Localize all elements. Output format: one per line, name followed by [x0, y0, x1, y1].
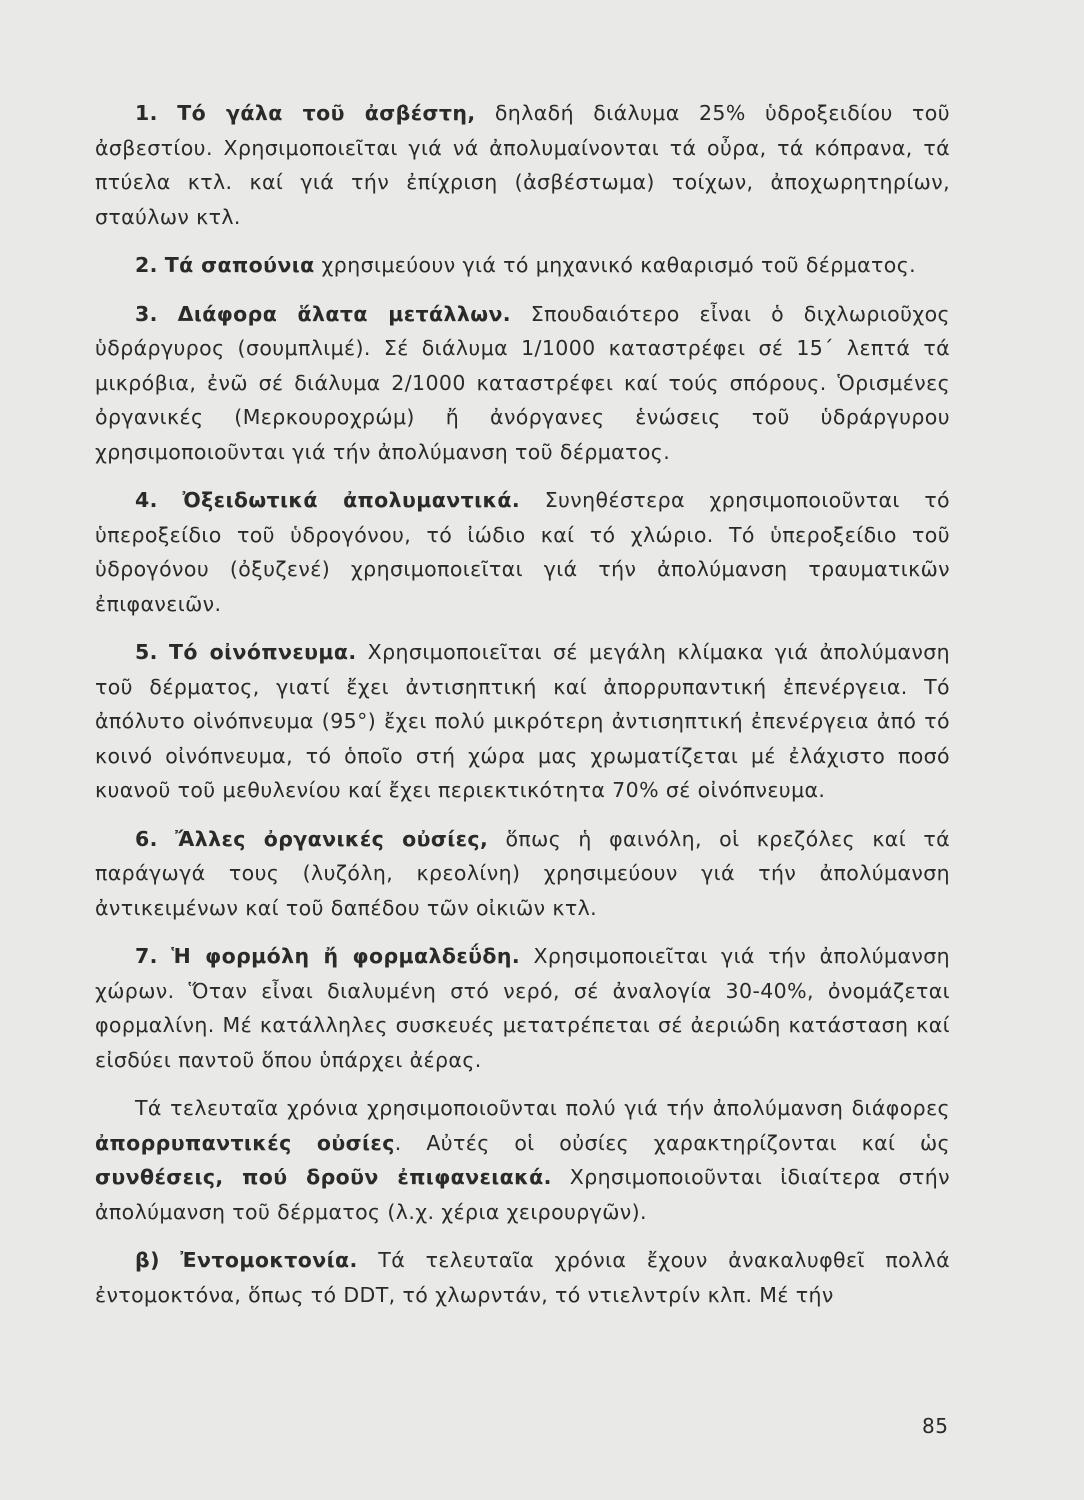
detergents-bold-1: ἀπορρυπαντικές οὐσίες [95, 1130, 395, 1155]
paragraph-1-body: δηλαδή διάλυμα 25% ὑδροξειδίου τοῦ ἀσβεστίου. Χρησιμοποιεῖται γιά νά ἀπολυμαίνονται τά οὖρα, τά κόπρανα, τά πτύελα κτλ. καί γιά τήν ἐπίχριση (ἀσβέστωμα) τοίχων, ἀποχωρητηρίων, σταύλων κτλ. [95, 101, 950, 229]
paragraph-7-number: 7. [135, 944, 158, 968]
paragraph-2-body: χρησιμεύουν γιά τό μηχανικό καθαρισμό τοῦ δέρματος. [314, 253, 917, 277]
paragraph-3-number: 3. [135, 301, 158, 326]
detergents-text-1: Τά τελευταῖα χρόνια χρησιμοποιοῦνται πολύ γιά τήν ἀπολύμανση διάφορες [135, 1096, 950, 1120]
paragraph-1 [95, 96, 950, 234]
paragraph-6-body: ὅπως ἡ φαινόλη, οἱ κρεζόλες καί τά παράγωγά τους (λυζόλη, κρεολίνη) χρησιμεύουν γιά τήν ἀπολύμανση ἀντικειμένων καί τοῦ δαπέδου τῶν οἰκιῶν κτλ. [95, 826, 950, 920]
paragraph-5-heading: Τό οἰνόπνευμα. [169, 640, 357, 664]
paragraph-7-body: Χρησιμοποιεῖται γιά τήν ἀπολύμανση χώρων. Ὅταν εἶναι διαλυμένη στό νερό, σέ ἀναλογία 30-40%, ὀνομάζεται φορμαλίνη. Μέ κατάλληλες συσκευές μετατρέπεται σέ ἀεριώδη κατάσταση καί εἰσδύει παντοῦ ὅπου ὑπάρχει ἀέρας. [95, 944, 951, 1072]
paragraph-detergents [95, 1091, 950, 1229]
paragraph-4 [95, 483, 950, 621]
page-number: 85 [922, 1414, 949, 1438]
detergents-text-2: . Αὐτές οἱ οὐσίες χαρακτηρίζονται καί ὡς [394, 1130, 950, 1155]
paragraph-4-number: 4. [135, 488, 158, 512]
paragraph-7 [95, 939, 950, 1077]
detergents-bold-2: συνθέσεις, πού δροῦν ἐπιφανειακά. [95, 1165, 552, 1189]
insecticides-body: Τά τελευταῖα χρόνια ἔχουν ἀνακαλυφθεῖ πολλά ἐντομοκτόνα, ὅπως τό DDT, τό χλωρντάν, τό ντιελντρίν κλπ. Μέ τήν [95, 1248, 951, 1307]
paragraph-3-heading: Διάφορα ἅλατα μετάλλων. [177, 301, 511, 326]
paragraph-2-heading: Τά σαπούνια [164, 253, 315, 277]
paragraph-1-heading: Τό γάλα τοῦ ἀσβέστη, [177, 101, 476, 125]
paragraph-6-number: 6. [135, 826, 158, 851]
insecticides-number: β) [135, 1248, 160, 1272]
paragraph-4-body: Συνηθέστερα χρησιμοποιοῦνται τό ὑπεροξείδιο τοῦ ὑδρογόνου, τό ἰώδιο καί τό χλώριο. Τό ὑπεροξείδιο τοῦ ὑδρογόνου (ὀξυζενέ) χρησιμοποιεῖται γιά τήν ἀπολύμανση τραυματικῶν ἐπιφανειῶν. [95, 488, 951, 616]
paragraph-3 [95, 297, 950, 470]
insecticides-heading: Ἐντομοκτονία. [180, 1248, 358, 1272]
paragraph-1-number: 1. [135, 101, 158, 125]
paragraph-6-heading: Ἄλλες ὀργανικές οὐσίες, [175, 826, 489, 851]
paragraph-5-number: 5. [135, 640, 158, 664]
paragraph-6 [95, 822, 950, 926]
body-text [95, 96, 950, 1326]
paragraph-7-heading: Ἡ φορμόλη ἤ φορμαλδεΰδη. [171, 944, 521, 968]
detergents-text-3: Χρησιμοποιοῦνται ἰδιαίτερα στήν ἀπολύμανση τοῦ δέρματος (λ.χ. χέρια χειρουργῶν). [95, 1165, 950, 1224]
paragraph-5-body: Χρησιμοποιεῖται σέ μεγάλη κλίμακα γιά ἀπολύμανση τοῦ δέρματος, γιατί ἔχει ἀντισηπτική καί ἀπορρυπαντική ἐπενέργεια. Τό ἀπόλυτο οἰνόπνευμα (95°) ἔχει πολύ μικρότερη ἀντισηπτική ἐπενέργεια ἀπό τό κοινό οἰνόπνευμα, τό ὁποῖο στή χώρα μας χρωματίζεται μέ ἐλάχιστο ποσό κυανοῦ τοῦ μεθυλενίου καί ἔχει περιεκτικότητα 70% σέ οἰνόπνευμα. [95, 640, 950, 802]
paragraph-4-heading: Ὀξειδωτικά ἀπολυμαντικά. [182, 488, 521, 512]
paragraph-2 [95, 248, 950, 283]
paragraph-2-number: 2. [135, 253, 158, 277]
paragraph-5 [95, 635, 950, 808]
paragraph-insecticides [95, 1243, 950, 1312]
paragraph-3-body: Σπουδαιότερο εἶναι ὁ διχλωριοῦχος ὑδράργυρος (σουμπλιμέ). Σέ διάλυμα 1/1000 καταστρέφει σέ 15΄ λεπτά τά μικρόβια, ἐνῶ σέ διάλυμα 2/1000 καταστρέφει καί τούς σπόρους. Ὁρισμένες ὀργανικές (Μερκουροχρώμ) ἤ ἀνόργανες ἑνώσεις τοῦ ὑδράργυρου χρησιμοποιοῦνται γιά τήν ἀπολύμανση τοῦ δέρματος. [95, 301, 950, 464]
